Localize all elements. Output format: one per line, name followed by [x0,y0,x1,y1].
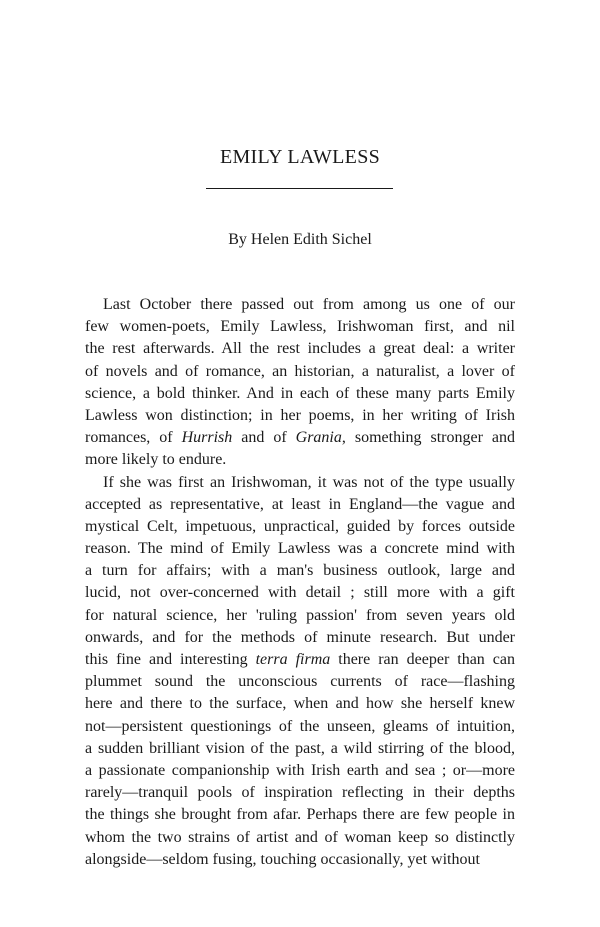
text-run: few women-poets, Emily Lawless, Irishwoman first, and nil [85,318,515,336]
text-line [85,827,515,849]
text-line [85,472,515,494]
text-run: lucid, not over-concerned with detail ; still more with a gift [85,584,515,602]
text-run: a passionate companionship with Irish earth and sea ; or—more [85,761,515,779]
text-line [85,494,515,516]
text-run: this fine and interesting [85,651,256,668]
text-line [85,849,515,871]
text-line [85,782,515,804]
text-run: whom the two strains of artist and of woman keep so distinctly [85,828,515,846]
article-byline: By Helen Edith Sichel [228,231,372,248]
text-line [85,627,515,649]
title-divider [206,188,393,189]
text-run: accepted as representative, at least in England—the vague and [85,495,515,513]
text-line [85,582,515,604]
text-run: romances, of [85,429,182,447]
text-run: not—persistent questionings of the unseen, gleams of intuition, [85,717,515,735]
text-line [85,361,515,383]
text-line [85,383,515,405]
text-line [85,760,515,782]
text-run: more likely to endure. [85,451,227,469]
text-run: Last October there passed out from among us one of our [103,296,515,313]
text-run: If she was first an Irishwoman, it was not of the type usually [103,473,515,491]
text-line [85,605,515,627]
text-run: plummet sound the unconscious currents of race—flashing [85,673,515,691]
paragraph [85,294,515,472]
text-run: , something stronger and [341,429,515,447]
article-title: EMILY LAWLESS [219,146,381,168]
text-run: for natural science, her 'ruling passion' from seven years old [85,606,515,624]
text-line [85,538,515,560]
text-run: here and there to the surface, when and how she herself knew [85,695,515,713]
text-run: science, a bold thinker. And in each of these many parts Emily [85,384,515,402]
text-run: and of [232,429,296,447]
italic-title: terra firma [255,651,331,668]
text-line [85,738,515,760]
text-line [85,294,515,316]
text-line [85,671,515,693]
text-run: mystical Celt, impetuous, unpractical, guided by forces outside [85,517,515,535]
italic-title: Hurrish [181,429,233,447]
text-line [85,693,515,715]
text-run: the things she brought from afar. Perhaps there are few people in [85,806,515,824]
text-line [85,427,515,449]
text-run: of novels and of romance, an historian, a naturalist, a lover of [85,362,515,380]
text-line [85,716,515,738]
text-run: there ran deeper than can [330,651,516,668]
text-run: reason. The mind of Emily Lawless was a concrete mind with [85,540,515,558]
text-line [85,804,515,826]
text-line [85,649,515,671]
text-run: a turn for affairs; with a man's business outlook, large and [85,562,515,580]
paragraph [85,472,515,871]
text-run: the rest afterwards. All the rest includes a great deal: a writer [85,340,515,358]
italic-title: Grania [295,429,342,447]
text-line [85,338,515,360]
text-run: rarely—tranquil pools of inspiration reflecting in their depths [85,784,515,802]
text-line [85,316,515,338]
text-run: a sudden brilliant vision of the past, a wild stirring of the blood, [85,739,515,757]
text-line [85,405,515,427]
text-run: onwards, and for the methods of minute research. But under [85,628,515,646]
text-line [85,516,515,538]
text-run: Lawless won distinction; in her poems, in her writing of Irish [85,406,515,424]
article-body [85,294,515,871]
text-line [85,449,515,471]
text-run: alongside—seldom fusing, touching occasionally, yet without [85,850,480,868]
text-line [85,560,515,582]
